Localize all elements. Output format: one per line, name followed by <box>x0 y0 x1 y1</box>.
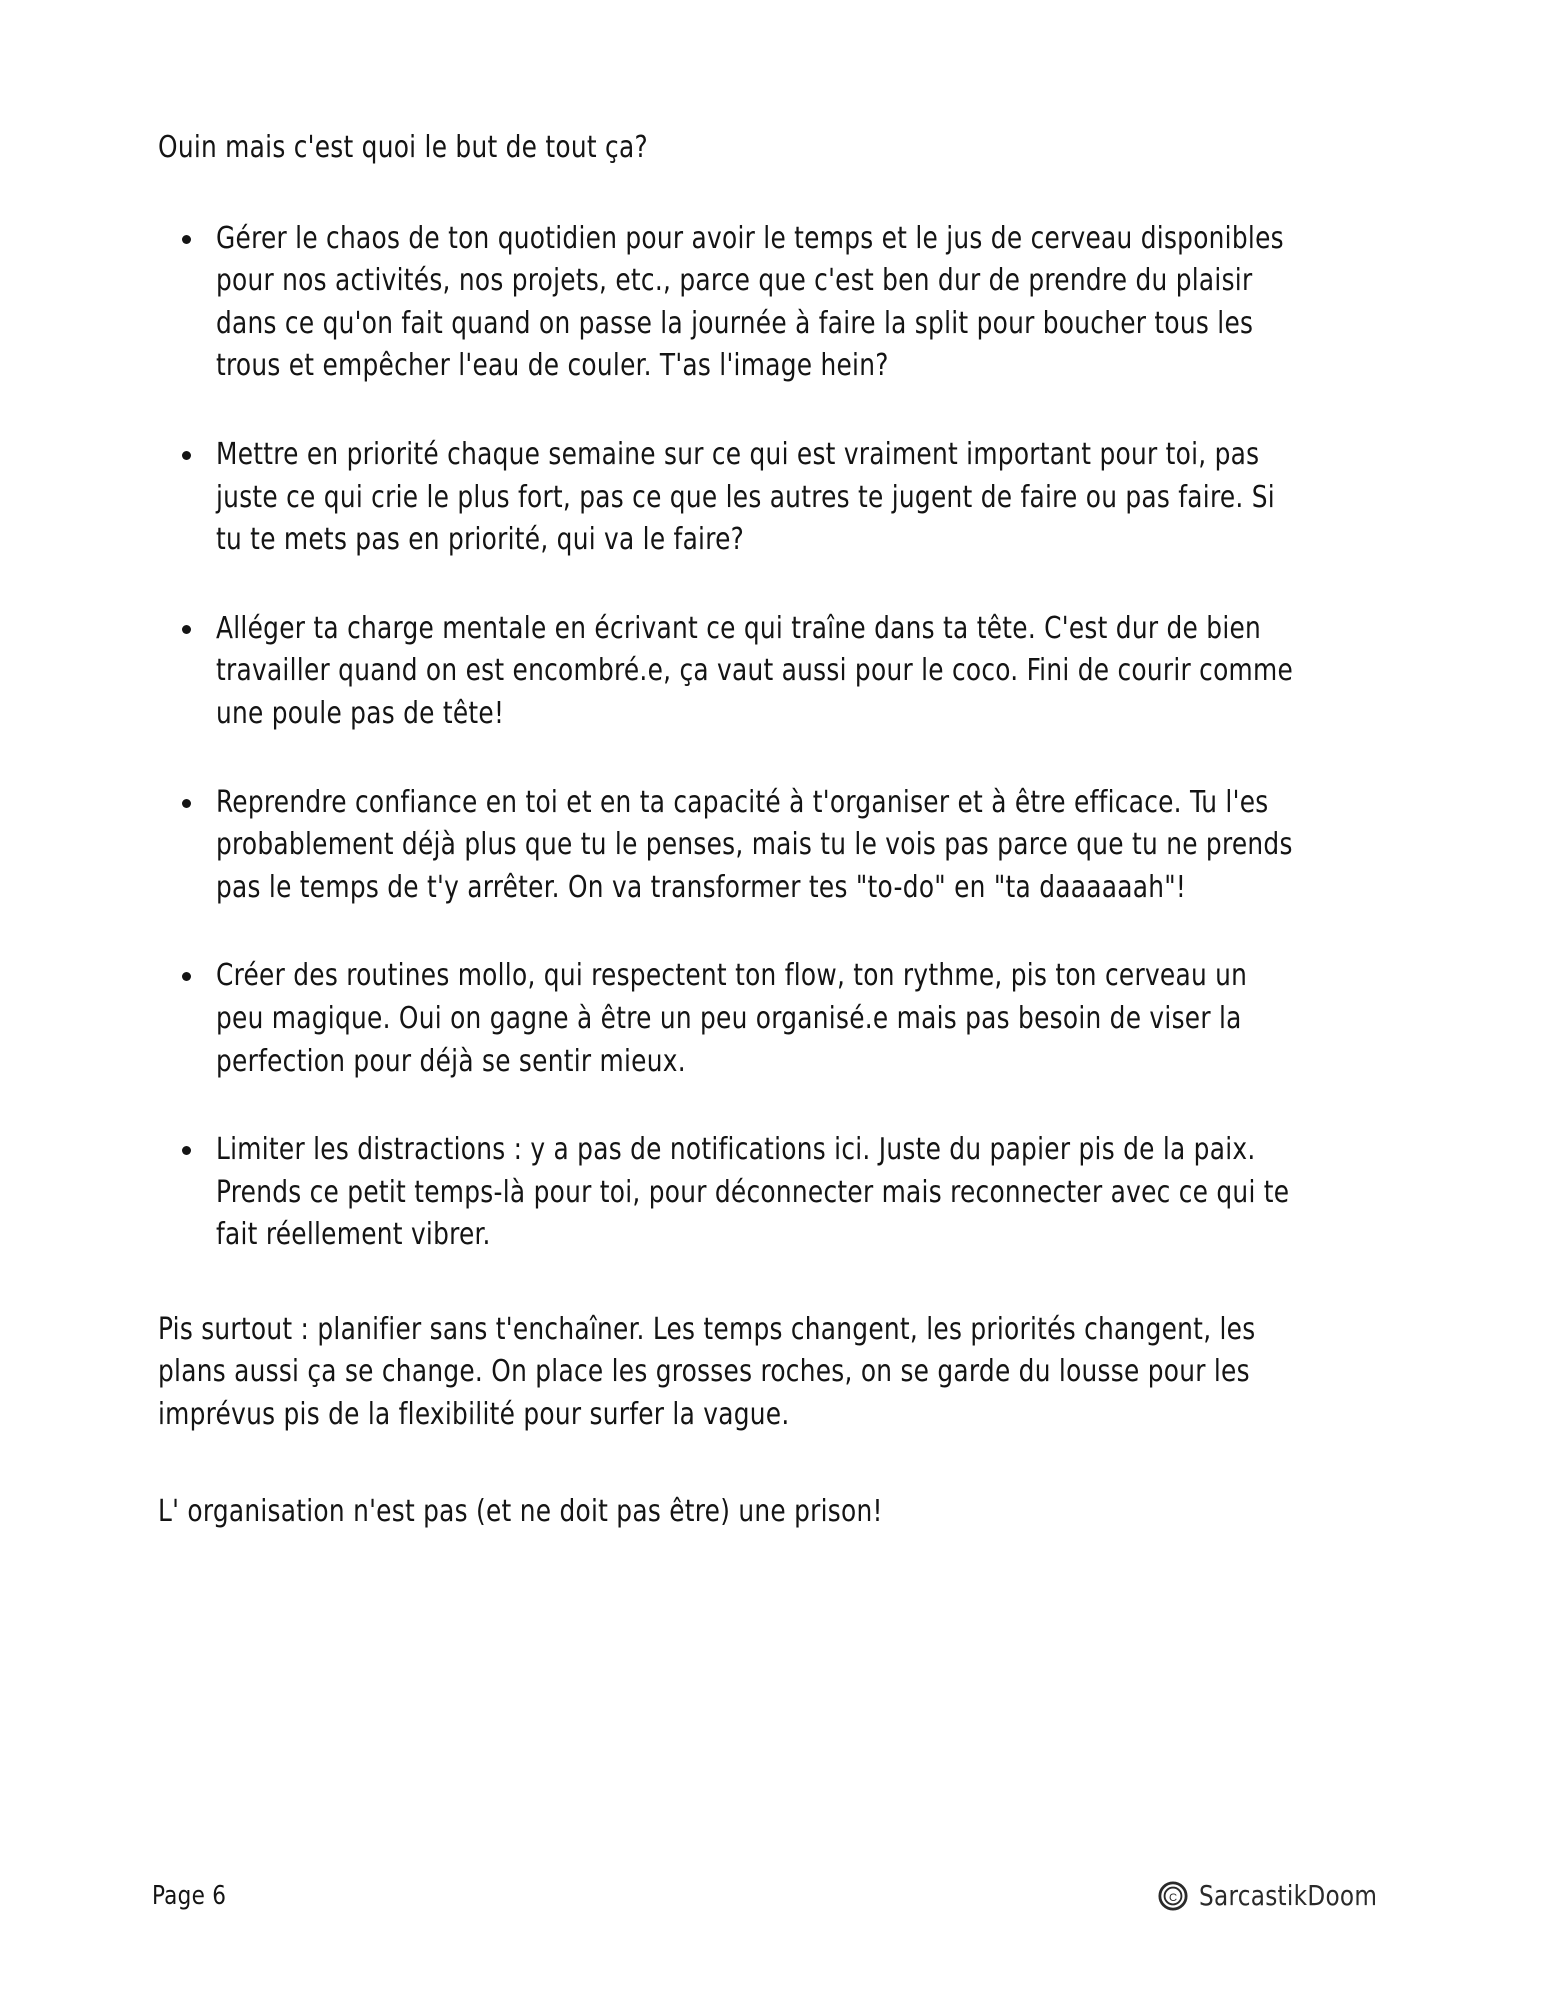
benefits-list <box>158 218 1393 1257</box>
page-number: Page 6 <box>152 1880 227 1911</box>
list-item <box>158 955 1393 1083</box>
list-item-text: Limiter les distractions : y a pas de notifications ici. Juste du papier pis de la paix. Prends ce petit temps-là pour toi, pour déconnecter mais reconnecter avec ce qui te fait réellement vibrer. <box>216 1132 1290 1253</box>
bullet-dot-icon <box>182 451 191 460</box>
svg-text:C: C <box>1169 1891 1178 1904</box>
bullet-dot-icon <box>182 1146 191 1155</box>
list-item-text: Créer des routines mollo, qui respectent ton flow, ton rythme, pis ton cerveau un peu magique. Oui on gagne à être un peu organisé.e mais pas besoin de viser la perfection pour déjà se sentir mieux. <box>216 958 1248 1079</box>
bullet-dot-icon <box>182 972 191 981</box>
list-item <box>158 1129 1393 1257</box>
list-item-text: Gérer le chaos de ton quotidien pour avoir le temps et le jus de cerveau disponibles pour nos activités, nos projets, etc., parce que c'est ben dur de prendre du plaisir dans ce qu'on fait quand on passe la journée à faire la split pour boucher tous les trous et empêcher l'eau de couler. T'as l'image hein? <box>216 220 1284 384</box>
document-content <box>158 128 1393 1533</box>
bullet-dot-icon <box>182 235 191 244</box>
list-item-text: Alléger ta charge mentale en écrivant ce qui traîne dans ta tête. C'est dur de bien travailler quand on est encombré.e, ça vaut aussi pour le coco. Fini de courir comme une poule pas de tête! <box>216 610 1294 731</box>
brand-name: SarcastikDoom <box>1199 1879 1378 1912</box>
list-item <box>158 434 1393 562</box>
page-footer <box>152 1879 1393 1912</box>
brand-signature <box>1158 1879 1393 1912</box>
list-item-text: Mettre en priorité chaque semaine sur ce qui est vraiment important pour toi, pas juste ce qui crie le plus fort, pas ce que les autres te jugent de faire ou pas faire. Si tu te mets pas en priorité, qui va le faire? <box>216 436 1275 558</box>
intro-paragraph: Ouin mais c'est quoi le but de tout ça? <box>158 130 648 165</box>
bullet-dot-icon <box>182 799 191 808</box>
list-item <box>158 782 1393 910</box>
closing-statement: L' organisation n'est pas (et ne doit pas être) une prison! <box>158 1493 883 1529</box>
closing-paragraph: Pis surtout : planifier sans t'enchaîner. Les temps changent, les priorités changent, les plans aussi ça se change. On place les grosses roches, on se garde du lousse pour les imprévus pis de la flexibilité pour surfer la vague. <box>158 1311 1256 1433</box>
list-item <box>158 218 1393 388</box>
bullet-dot-icon <box>182 625 191 634</box>
list-item-text: Reprendre confiance en toi et en ta capacité à t'organiser et à être efficace. Tu l'es probablement déjà plus que tu le penses, mais tu le vois pas parce que tu ne prends pas le temps de t'y arrêter. On va transformer tes "to-do" en "ta daaaaaah"! <box>216 784 1293 905</box>
list-item <box>158 608 1393 736</box>
copyright-icon <box>1158 1881 1188 1911</box>
